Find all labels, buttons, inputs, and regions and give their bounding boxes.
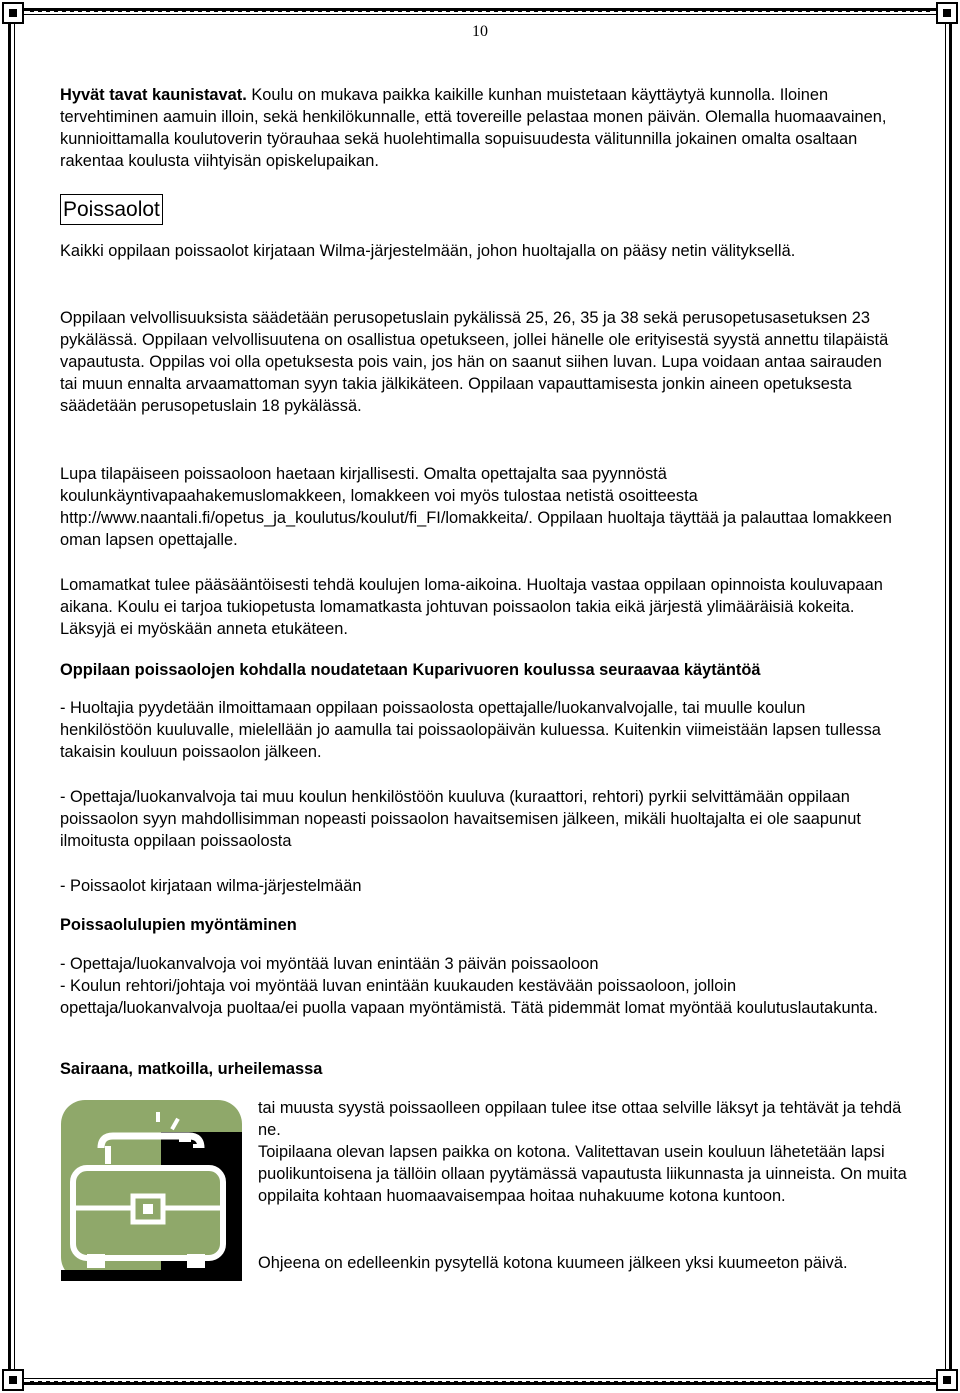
corner-ornament-bottom-right [936, 1369, 958, 1391]
practice-item-1: - Huoltajia pyydetään ilmoittamaan oppilaan poissaolosta opettajalle/luokanvalvojalle, tai muulle koulun henkilöstöön kuuluvalle, mielellään jo aamulla tai poissaolopäivän kuluessa. Kuitenkin viimeistään lapsen tullessa takaisin kouluun poissaolon jälkeen. [60, 699, 881, 761]
sick-paragraph-1: tai muusta syystä poissaolleen oppilaan tulee itse ottaa selville läksyt ja tehtävät ja tehdä ne. [258, 1099, 902, 1139]
sick-paragraph-2: Toipilaana olevan lapsen paikka on kotona. Valitettavan usein kouluun lähetetään lapsi puolikuntoisena ja tällöin ollaan pyytämässä vapautusta liikunnasta ja uinneista. On muita oppilaita kohtaan huomaavaisempaa hoitaa nuhakuume kotona kuntoon. [258, 1143, 907, 1205]
corner-ornament-top-right [936, 2, 958, 24]
sick-heading: Sairaana, matkoilla, urheilemassa [60, 1060, 323, 1078]
poissaolot-paragraph-2: Oppilaan velvollisuuksista säädetään perusopetuslain pykälissä 25, 26, 35 ja 38 sekä perusopetusasetuksen 23 pykälässä. Oppilaan velvollisuutena on osallistua opetukseen, jollei hänelle ole erityisestä syystä annettu tilapäistä vapautusta. Oppilas voi olla opetuksesta pois vain, jos hän on saanut siihen luvan. Lupa voidaan antaa sairauden tai muun ennalta arvaamattoman syyn takia jälkikäteen. Oppilaan vapauttamisesta jonkin aineen opetuksesta säädetään perusopetuslain 18 pykälässä. [60, 309, 889, 415]
intro-paragraph [60, 84, 900, 172]
permits-item-1: - Opettaja/luokanvalvoja voi myöntää luvan enintään 3 päivän poissaoloon [60, 955, 599, 973]
corner-ornament-bottom-left [2, 1369, 24, 1391]
page-number: 10 [472, 23, 488, 40]
corner-ornament-top-left [2, 2, 24, 24]
permits-item-2: - Koulun rehtori/johtaja voi myöntää luvan enintään kuukauden kestävään poissaoloon, jolloin opettaja/luokanvalvoja puoltaa/ei puolla vapaan myöntämistä. Tätä pidemmät lomat myöntää koulutuslautakunta. [60, 977, 878, 1017]
poissaolot-paragraph-3: Lupa tilapäiseen poissaoloon haetaan kirjallisesti. Omalta opettajalta saa pyynnöstä koulunkäyntivapaahakemuslomakkeen, lomakkeen voi myös tulostaa netistä osoitteesta http://www.naantali.fi/opetus_ja_koulutus/koulut/fi_FI/lomakkeita/. Oppilaan huoltaja täyttää ja palauttaa lomakkeen oman lapsen opettajalle. [60, 465, 892, 549]
practice-item-3: - Poissaolot kirjataan wilma-järjestelmään [60, 877, 362, 895]
intro-bold-lead: Hyvät tavat kaunistavat. [60, 86, 247, 104]
border-ornament-top [30, 10, 930, 12]
practice-item-2: - Opettaja/luokanvalvoja tai muu koulun henkilöstöön kuuluva (kuraattori, rehtori) pyrkii selvittämään oppilaan poissaolon syyn mahdollisimman nopeasti poissaolon havaitsemisen jälkeen, mikäli huoltajalta ei ole saapunut ilmoitusta oppilaan poissaolosta [60, 788, 861, 850]
intro-text: Koulu on mukava paikka kaikille kunhan muistetaan käyttäytyä kunnolla. Iloinen tervehtiminen aamuin illoin, sekä henkilökunnalle, että tovereille pelastaa monen päivän. Olemalla huomaavainen, kunnioittamalla koulutoverin työrauhaa sekä huolehtimalla sopuisuudesta välitunnilla jokainen omalta osaltaan rakentaa koulusta viihtyisän opiskelupaikan. [60, 86, 887, 170]
poissaolot-heading-wrap [60, 194, 900, 225]
poissaolot-paragraph-1: Kaikki oppilaan poissaolot kirjataan Wilma-järjestelmään, johon huoltajalla on pääsy netin välityksellä. [60, 242, 796, 260]
poissaolot-paragraph-4: Lomamatkat tulee pääsääntöisesti tehdä koulujen loma-aikoina. Huoltaja vastaa oppilaan opinnoista kouluvapaan aikana. Koulu ei tarjoa tukiopetusta lomamatkasta johtuvan poissaolon takia eikä järjestä ylimääräisiä kokeita. Läksyjä ei myöskään anneta etukäteen. [60, 576, 883, 638]
permits-heading: Poissaolulupien myöntäminen [60, 916, 297, 934]
practice-heading: Oppilaan poissaolojen kohdalla noudatetaan Kuparivuoren koulussa seuraavaa käytäntöä [60, 661, 761, 679]
suitcase-icon [61, 1100, 242, 1281]
sick-paragraph-3: Ohjeena on edelleenkin pysytellä kotona kuumeen jälkeen yksi kuumeeton päivä. [258, 1254, 848, 1272]
border-ornament-bottom [30, 1381, 930, 1383]
poissaolot-heading: Poissaolot [60, 194, 163, 225]
